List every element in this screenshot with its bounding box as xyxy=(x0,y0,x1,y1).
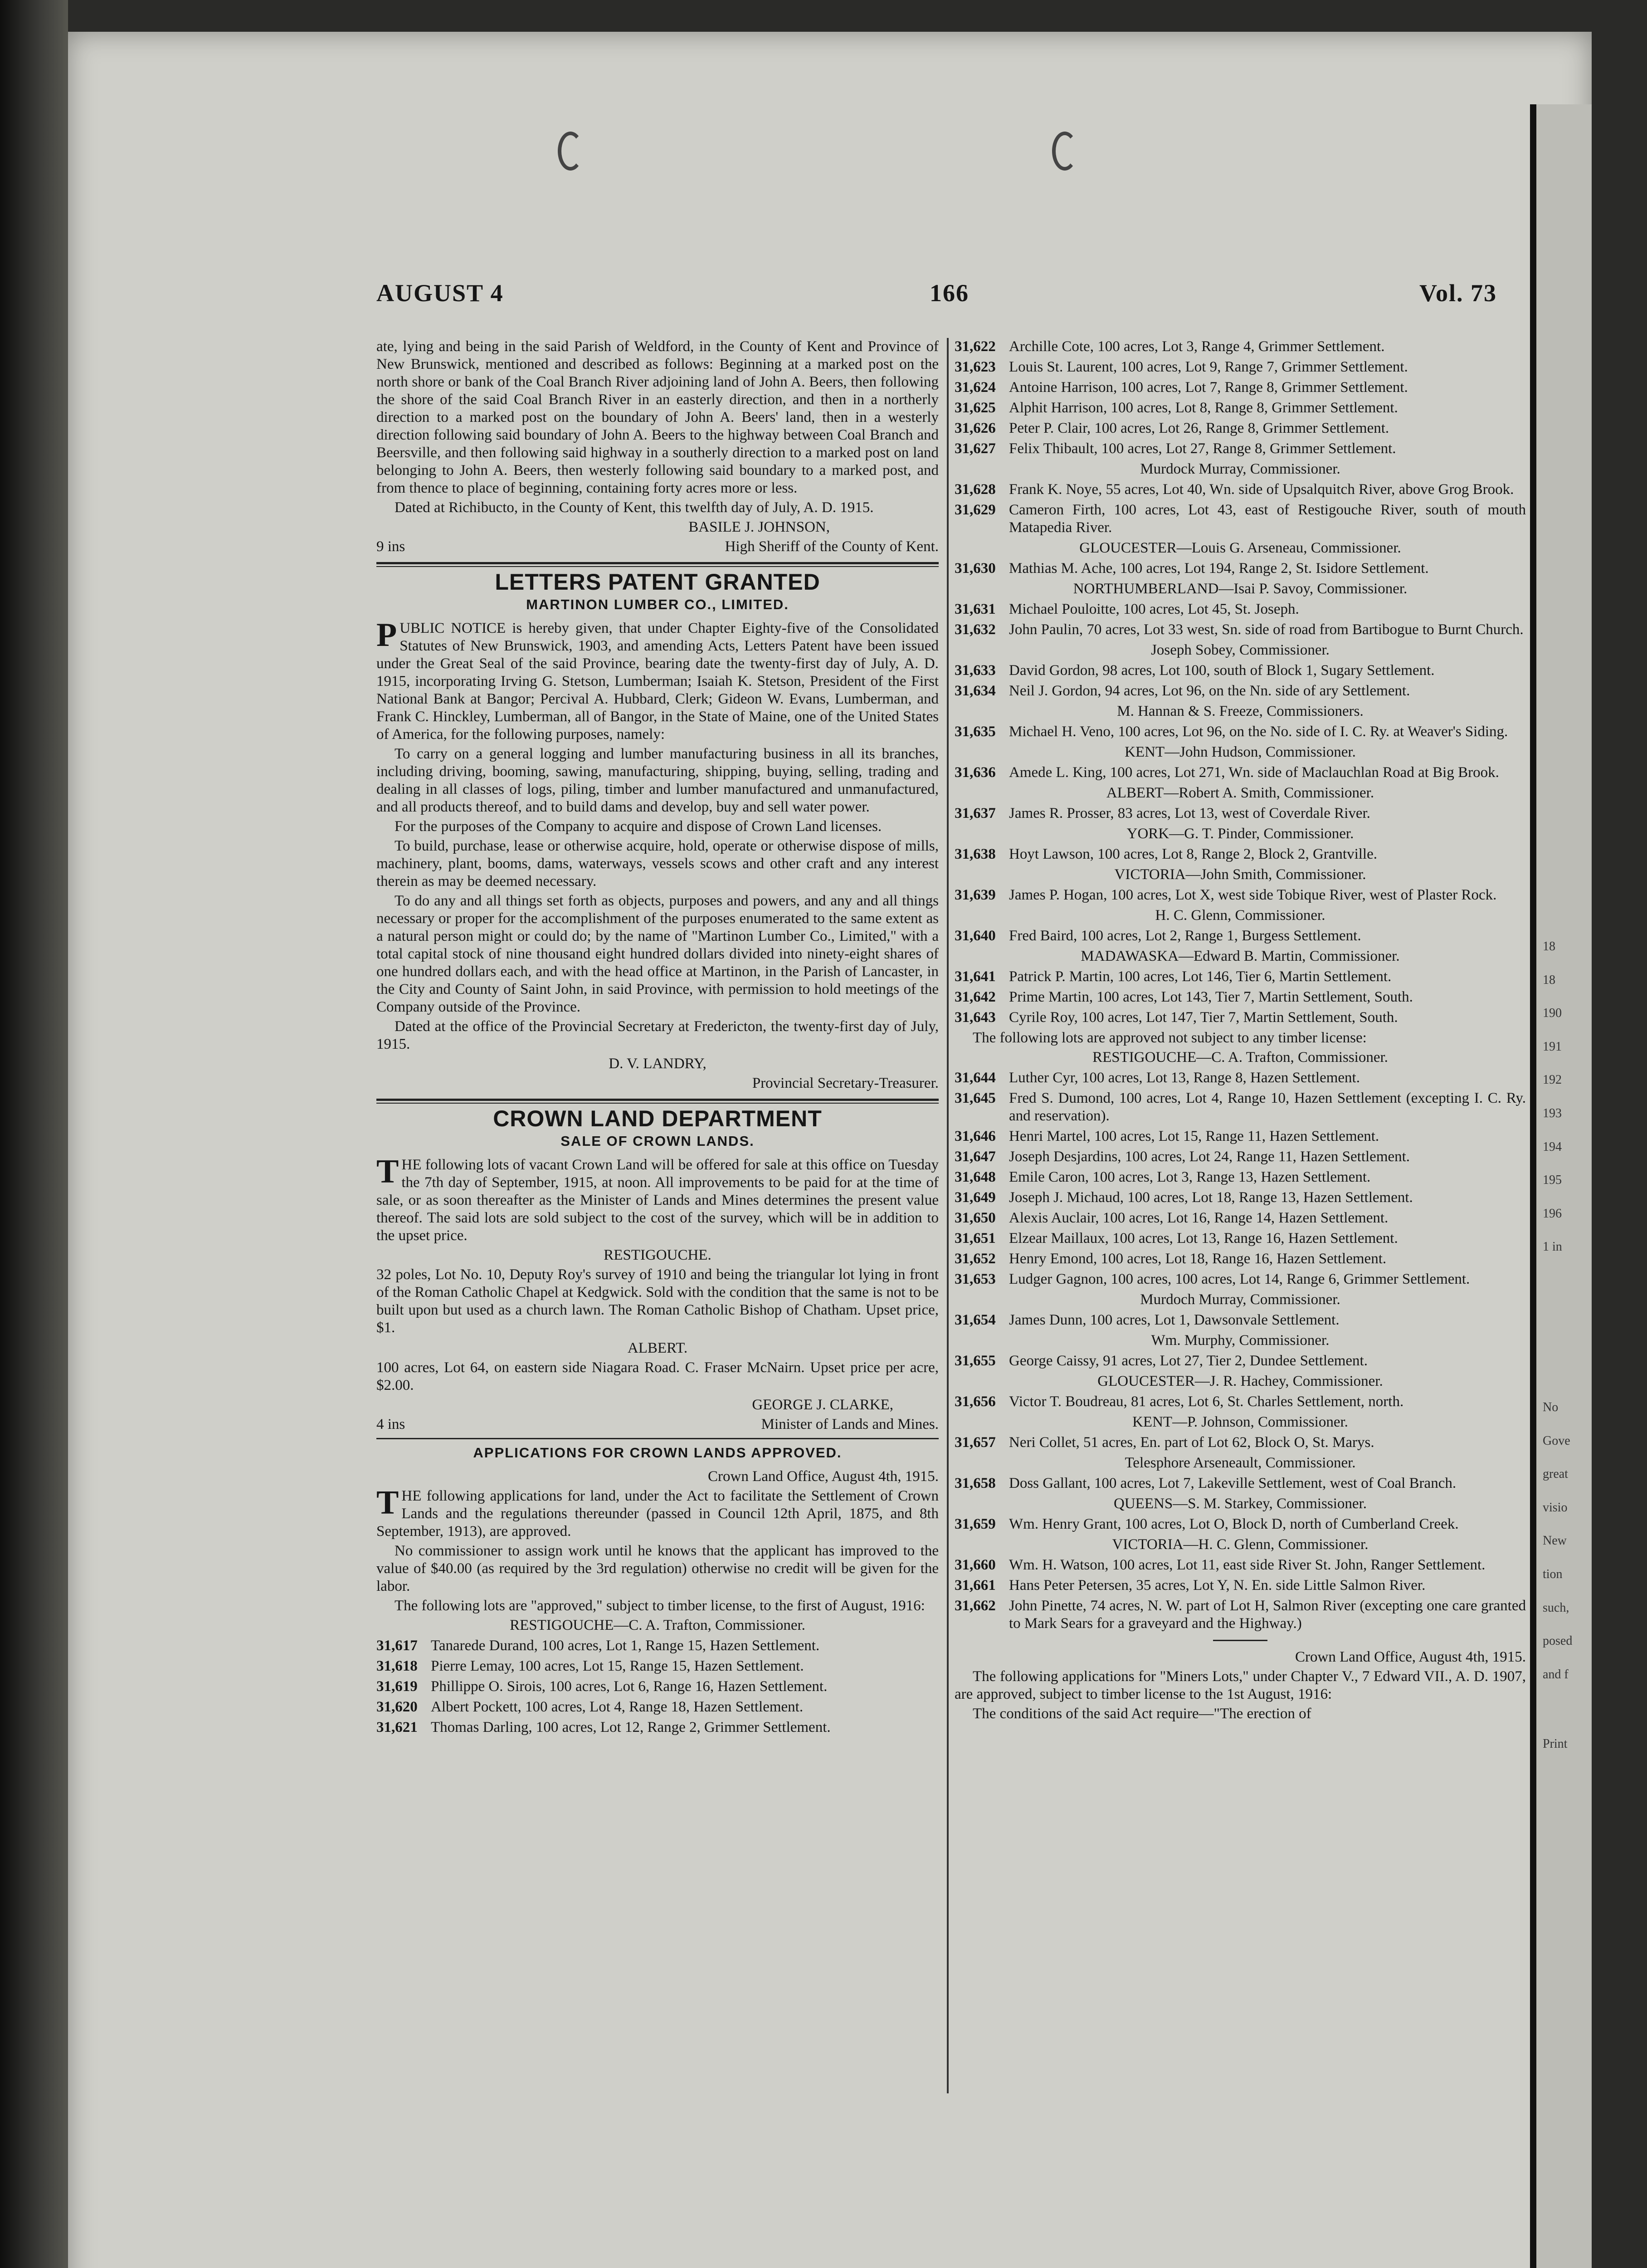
application-entry xyxy=(955,1148,1526,1166)
commissioner-line: RESTIGOUCHE—C. A. Trafton, Commissioner. xyxy=(1092,1049,1388,1066)
application-entry xyxy=(955,1250,1526,1268)
sheriff-notice-text: ate, lying and being in the said Parish of Weldford, in the County of Kent and Province of New Brunswick, mentioned and described as follows: Beginning at a marked post on the north shore or bank of the Coal Branch River adjoining land of John A. Beers, then following the shore of the said Coal Branch River in an easterly direction, and then in a northerly direction to a marked post on the boundary of John A. Beers' land, then in a westerly direction following said boundary of John A. Beers to the highway between Coal Branch and Beersville, and then following said highway in a southerly direction to a marked post on land belonging to John A. Beers, then westerly following said boundary to a marked post, and from thence to place of beginning, containing forty acres more or less. xyxy=(376,338,939,496)
application-text: Ludger Gagnon, 100 acres, 100 acres, Lot 14, Range 6, Grimmer Settlement. xyxy=(1009,1271,1470,1287)
letters-patent-heading: LETTERS PATENT GRANTED xyxy=(495,569,820,595)
applications-text: HE following applications for land, under the Act to facilitate the Settlement of Crown Lands and the regulations thereunder (passed in Council 12th April, 1875, and 8th September, 1913), are approved. xyxy=(376,1488,939,1540)
application-number: 31,656 xyxy=(955,1393,996,1410)
application-number: 31,657 xyxy=(955,1434,996,1451)
margin-fragment: great xyxy=(1543,1467,1568,1481)
column-rule xyxy=(947,338,949,2093)
application-text: Tanarede Durand, 100 acres, Lot 1, Range 15, Hazen Settlement. xyxy=(431,1637,820,1654)
patent-paragraph: To do any and all things set forth as objects, purposes and powers, and any and all things necessary or proper for the accomplishment of the purposes enumerated to the same extent as a natural person might or could do; by the name of "Martinon Lumber Co., Limited," with a total capital stock of nine thousand eight hundred dollars divided into ninety-eight shares of one hundred dollars each, and with the head office at Martinon, in the Parish of Lancaster, in the City and County of Saint John, in said Province, with permission to hold meetings of the Company outside of the Province. xyxy=(376,893,939,1015)
commissioner-line: KENT—John Hudson, Commissioner. xyxy=(1125,744,1356,760)
application-text: Victor T. Boudreau, 81 acres, Lot 6, St. Charles Settlement, north. xyxy=(1009,1393,1404,1410)
commissioner-line: ALBERT—Robert A. Smith, Commissioner. xyxy=(1106,785,1374,801)
commissioner-line: GLOUCESTER—J. R. Hachey, Commissioner. xyxy=(1097,1373,1383,1389)
application-entry xyxy=(955,1577,1526,1594)
patent-paragraph xyxy=(376,616,939,743)
commissioner-line: QUEENS—S. M. Starkey, Commissioner. xyxy=(1114,1496,1367,1512)
application-entry xyxy=(955,481,1526,499)
margin-fragment: 18 xyxy=(1543,939,1555,953)
application-text: Alexis Auclair, 100 acres, Lot 16, Range 14, Hazen Settlement. xyxy=(1009,1210,1389,1226)
application-number: 31,635 xyxy=(955,723,996,740)
sheriff-title: High Sheriff of the County of Kent. xyxy=(725,538,939,555)
application-text: Luther Cyr, 100 acres, Lot 13, Range 8, Hazen Settlement. xyxy=(1009,1070,1360,1086)
drop-cap: T xyxy=(376,1153,399,1190)
application-entry xyxy=(955,1090,1526,1125)
application-entry xyxy=(955,723,1526,741)
commissioner-line: Joseph Sobey, Commissioner. xyxy=(1151,642,1330,658)
application-number: 31,660 xyxy=(955,1557,996,1573)
application-entry xyxy=(376,1698,939,1716)
application-number: 31,638 xyxy=(955,846,996,862)
application-list xyxy=(955,338,1526,1633)
application-entry xyxy=(955,1009,1526,1026)
application-number: 31,617 xyxy=(376,1637,418,1654)
application-number: 31,649 xyxy=(955,1189,996,1206)
application-text: Mathias M. Ache, 100 acres, Lot 194, Range 2, St. Isidore Settlement. xyxy=(1009,560,1429,577)
application-text: Phillippe O. Sirois, 100 acres, Lot 6, Range 16, Hazen Settlement. xyxy=(431,1678,828,1695)
commissioner-line: M. Hannan & S. Freeze, Commissioners. xyxy=(1117,703,1364,719)
application-text: Thomas Darling, 100 acres, Lot 12, Range 2, Grimmer Settlement. xyxy=(431,1719,831,1735)
application-entry xyxy=(955,399,1526,417)
application-entry xyxy=(955,662,1526,679)
application-number: 31,629 xyxy=(955,502,996,518)
application-entry xyxy=(955,621,1526,639)
application-text: Wm. H. Watson, 100 acres, Lot 11, east side River St. John, Ranger Settlement. xyxy=(1009,1557,1486,1573)
lot-description: 100 acres, Lot 64, on eastern side Niagara Road. C. Fraser McNairn. Upset price per acre, $2.00. xyxy=(376,1359,939,1393)
margin-fragment: 196 xyxy=(1543,1206,1562,1221)
short-rule xyxy=(1213,1640,1267,1641)
margin-fragment: 194 xyxy=(1543,1139,1562,1154)
application-text: James P. Hogan, 100 acres, Lot X, west side Tobique River, west of Plaster Rock. xyxy=(1009,887,1497,903)
application-number: 31,621 xyxy=(376,1719,418,1735)
application-text: Cyrile Roy, 100 acres, Lot 147, Tier 7, Martin Settlement, South. xyxy=(1009,1009,1398,1026)
sheriff-signature-line xyxy=(376,538,939,556)
application-text: Felix Thibault, 100 acres, Lot 27, Range 8, Grimmer Settlement. xyxy=(1009,440,1396,457)
margin-fragment: 192 xyxy=(1543,1073,1562,1087)
application-text: Frank K. Noye, 55 acres, Lot 40, Wn. side of Upsalquitch River, above Grog Brook. xyxy=(1009,481,1514,498)
margin-fragment: 190 xyxy=(1543,1006,1562,1021)
book-binding xyxy=(0,0,68,2268)
application-text: Hans Peter Petersen, 35 acres, Lot Y, N. En. side Little Salmon River. xyxy=(1009,1577,1426,1593)
application-text: Fred S. Dumond, 100 acres, Lot 4, Range 10, Hazen Settlement (excepting I. C. Ry. and reservation). xyxy=(1009,1090,1526,1124)
binder-clip xyxy=(1052,132,1077,171)
application-text: Peter P. Clair, 100 acres, Lot 26, Range 8, Grimmer Settlement. xyxy=(1009,420,1389,436)
miners-paragraph: The conditions of the said Act require—"The erection of xyxy=(973,1706,1311,1722)
application-text: James Dunn, 100 acres, Lot 1, Dawsonvale Settlement. xyxy=(1009,1312,1340,1328)
application-number: 31,639 xyxy=(955,887,996,903)
application-text: George Caissy, 91 acres, Lot 27, Tier 2, Dundee Settlement. xyxy=(1009,1353,1368,1369)
application-text: Louis St. Laurent, 100 acres, Lot 9, Range 7, Grimmer Settlement. xyxy=(1009,359,1408,375)
application-text: Neil J. Gordon, 94 acres, Lot 96, on the Nn. side of ary Settlement. xyxy=(1009,683,1410,699)
application-entry xyxy=(955,1597,1526,1633)
application-number: 31,642 xyxy=(955,989,996,1005)
margin-fragment: tion xyxy=(1543,1567,1563,1581)
application-text: Amede L. King, 100 acres, Lot 271, Wn. side of Maclauchlan Road at Big Brook. xyxy=(1009,764,1499,781)
county-label: RESTIGOUCHE. xyxy=(604,1247,711,1263)
application-number: 31,647 xyxy=(955,1149,996,1165)
application-entry xyxy=(955,846,1526,863)
application-number: 31,659 xyxy=(955,1516,996,1532)
margin-fragment: No xyxy=(1543,1400,1559,1414)
page-number: 166 xyxy=(930,279,969,307)
county-label: ALBERT. xyxy=(627,1340,688,1356)
application-text: Joseph Desjardins, 100 acres, Lot 24, Range 11, Hazen Settlement. xyxy=(1009,1149,1410,1165)
application-text: Prime Martin, 100 acres, Lot 143, Tier 7, Martin Settlement, South. xyxy=(1009,989,1413,1005)
application-number: 31,633 xyxy=(955,662,996,679)
margin-fragment: 1 in xyxy=(1543,1240,1562,1254)
application-entry xyxy=(955,988,1526,1006)
application-text: Cameron Firth, 100 acres, Lot 43, east of Restigouche River, south of mouth Matapedia River. xyxy=(1009,502,1526,536)
application-entry xyxy=(955,1128,1526,1145)
header-date: AUGUST 4 xyxy=(376,279,504,307)
application-number: 31,627 xyxy=(955,440,996,457)
application-number: 31,650 xyxy=(955,1210,996,1226)
application-number: 31,651 xyxy=(955,1230,996,1246)
application-entry xyxy=(955,1515,1526,1533)
application-entry xyxy=(955,805,1526,822)
application-text: Patrick P. Martin, 100 acres, Lot 146, Tier 6, Martin Settlement. xyxy=(1009,968,1392,985)
application-entry xyxy=(955,501,1526,537)
patent-paragraph: For the purposes of the Company to acquire and dispose of Crown Land licenses. xyxy=(395,818,882,835)
volume-number: Vol. 73 xyxy=(1419,279,1497,307)
section-rule xyxy=(376,1099,939,1104)
application-entry xyxy=(955,420,1526,437)
application-number: 31,626 xyxy=(955,420,996,436)
application-number: 31,623 xyxy=(955,359,996,375)
application-text: Alphit Harrison, 100 acres, Lot 8, Range 8, Grimmer Settlement. xyxy=(1009,400,1398,416)
crown-land-subheading: SALE OF CROWN LANDS. xyxy=(560,1133,755,1149)
application-text: John Pinette, 74 acres, N. W. part of Lot H, Salmon River (excepting one care granted to Mark Sears for a graveyard and the Highway.) xyxy=(1009,1598,1526,1632)
application-text: Pierre Lemay, 100 acres, Lot 15, Range 15, Hazen Settlement. xyxy=(431,1658,804,1674)
applications-paragraph xyxy=(376,1484,939,1540)
application-number: 31,630 xyxy=(955,560,996,577)
application-number: 31,645 xyxy=(955,1090,996,1106)
application-text: Albert Pockett, 100 acres, Lot 4, Range 18, Hazen Settlement. xyxy=(431,1699,804,1715)
application-text: Doss Gallant, 100 acres, Lot 7, Lakeville Settlement, west of Coal Branch. xyxy=(1009,1475,1457,1491)
application-text: John Paulin, 70 acres, Lot 33 west, Sn. side of road from Bartibogue to Burnt Church. xyxy=(1009,621,1524,638)
application-entry xyxy=(955,1434,1526,1452)
application-entry xyxy=(955,764,1526,782)
application-entry xyxy=(955,1271,1526,1288)
application-number: 31,625 xyxy=(955,400,996,416)
application-text: Elzear Maillaux, 100 acres, Lot 13, Range 16, Hazen Settlement. xyxy=(1009,1230,1398,1246)
application-number: 31,641 xyxy=(955,968,996,985)
section-rule xyxy=(376,562,939,567)
application-number: 31,628 xyxy=(955,481,996,498)
application-entry xyxy=(955,1168,1526,1186)
commissioner-line: NORTHUMBERLAND—Isai P. Savoy, Commissioner. xyxy=(1073,581,1408,597)
application-text: David Gordon, 98 acres, Lot 100, south of Block 1, Sugary Settlement. xyxy=(1009,662,1435,679)
margin-fragment: visio xyxy=(1543,1500,1568,1515)
application-text: Archille Cote, 100 acres, Lot 3, Range 4, Grimmer Settlement. xyxy=(1009,338,1385,355)
application-text: Antoine Harrison, 100 acres, Lot 7, Range 8, Grimmer Settlement. xyxy=(1009,379,1408,396)
notice-paragraph: The following lots are approved not subject to any timber license: xyxy=(973,1030,1367,1046)
application-number: 31,652 xyxy=(955,1251,996,1267)
application-text: Emile Caron, 100 acres, Lot 3, Range 13, Hazen Settlement. xyxy=(1009,1169,1371,1185)
binder-clip xyxy=(558,132,583,171)
application-number: 31,622 xyxy=(955,338,996,355)
margin-fragment: posed xyxy=(1543,1634,1573,1648)
application-entry xyxy=(955,682,1526,700)
commissioner-line: MADAWASKA—Edward B. Martin, Commissioner. xyxy=(1081,948,1400,964)
application-number: 31,619 xyxy=(376,1678,418,1695)
application-list xyxy=(376,1637,939,1736)
commissioner-line: Murdock Murray, Commissioner. xyxy=(1140,461,1340,477)
application-number: 31,654 xyxy=(955,1312,996,1328)
insertion-count: 4 ins xyxy=(376,1416,405,1432)
application-entry xyxy=(955,440,1526,458)
application-number: 31,618 xyxy=(376,1658,418,1674)
margin-fragment: and f xyxy=(1543,1667,1569,1681)
patent-dated: Dated at the office of the Provincial Secretary at Fredericton, the twenty-first day of July, 1915. xyxy=(376,1018,939,1052)
application-entry xyxy=(955,560,1526,577)
application-entry xyxy=(955,338,1526,356)
commissioner-line: Telesphore Arseneault, Commissioner. xyxy=(1125,1455,1356,1471)
secretary-title: Provincial Secretary-Treasurer. xyxy=(752,1075,939,1091)
application-number: 31,636 xyxy=(955,764,996,781)
office-dateline: Crown Land Office, August 4th, 1915. xyxy=(1295,1649,1526,1665)
secretary-name: D. V. LANDRY, xyxy=(609,1056,707,1072)
application-number: 31,640 xyxy=(955,928,996,944)
application-text: Henry Emond, 100 acres, Lot 18, Range 16, Hazen Settlement. xyxy=(1009,1251,1387,1267)
letters-patent-subheading: MARTINON LUMBER CO., LIMITED. xyxy=(526,596,789,612)
lot-description: 32 poles, Lot No. 10, Deputy Roy's survey of 1910 and being the triangular lot lying in front of the Roman Catholic Chapel at Kedgwick. Sold with the condition that the same is not to be built upon but used as a church lawn. The Roman Catholic Bishop of Chatham. Upset price, $1. xyxy=(376,1266,939,1336)
right-column xyxy=(955,338,1526,1725)
application-entry xyxy=(955,886,1526,904)
running-header xyxy=(304,279,1519,311)
application-entry xyxy=(955,1069,1526,1087)
application-number: 31,661 xyxy=(955,1577,996,1593)
applications-paragraph: The following lots are "approved," subject to timber license, to the first of August, 1916: xyxy=(395,1598,925,1614)
patent-paragraph: To carry on a general logging and lumber manufacturing business in all its branches, including driving, booming, sawing, manufacturing, shipping, buying, selling, trading and dealing in all classes of logs, piling, timber and lumber manufactured and unmanufactured, and all products thereof, and to build dams and develop, buy and sell water power. xyxy=(376,746,939,815)
application-entry xyxy=(955,1556,1526,1574)
application-text: Michael Pouloitte, 100 acres, Lot 45, St. Joseph. xyxy=(1009,601,1299,617)
commissioner-line: VICTORIA—John Smith, Commissioner. xyxy=(1114,866,1366,883)
application-number: 31,653 xyxy=(955,1271,996,1287)
application-entry xyxy=(955,358,1526,376)
application-entry xyxy=(955,1311,1526,1329)
application-entry xyxy=(955,1393,1526,1411)
application-number: 31,634 xyxy=(955,683,996,699)
application-number: 31,632 xyxy=(955,621,996,638)
application-entry xyxy=(376,1637,939,1655)
sale-text: HE following lots of vacant Crown Land will be offered for sale at this office on Tuesday the 7th day of September, 1915, at noon. All improvements to be paid for at the time of sale, or as soon thereafter as the Minister of Lands and Mines determines the present value thereof. The said lots are sold subject to the cost of the survey, which will be in addition to the upset price. xyxy=(376,1157,939,1244)
margin-fragment: Gove xyxy=(1543,1433,1570,1448)
application-number: 31,620 xyxy=(376,1699,418,1715)
application-text: Neri Collet, 51 acres, En. part of Lot 62, Block O, St. Marys. xyxy=(1009,1434,1374,1451)
miners-paragraph: The following applications for "Miners Lots," under Chapter V., 7 Edward VII., A. D. 1907, are approved, subject to timber license to the 1st August, 1916: xyxy=(955,1668,1526,1702)
applications-heading: APPLICATIONS FOR CROWN LANDS APPROVED. xyxy=(473,1445,842,1461)
office-dateline: Crown Land Office, August 4th, 1915. xyxy=(707,1468,939,1485)
application-text: Michael H. Veno, 100 acres, Lot 96, on the No. side of I. C. Ry. at Weaver's Siding. xyxy=(1009,723,1508,740)
applications-paragraph: No commissioner to assign work until he knows that the applicant has improved to the value of $40.00 (as required by the 3rd regulation) otherwise no credit will be given for the labor. xyxy=(376,1543,939,1594)
application-entry xyxy=(955,1352,1526,1370)
application-entry xyxy=(955,1209,1526,1227)
commissioner-line: KENT—P. Johnson, Commissioner. xyxy=(1132,1414,1348,1430)
margin-fragment: 195 xyxy=(1543,1173,1562,1188)
application-number: 31,631 xyxy=(955,601,996,617)
application-text: Henri Martel, 100 acres, Lot 15, Range 11, Hazen Settlement. xyxy=(1009,1128,1379,1144)
commissioner-line: H. C. Glenn, Commissioner. xyxy=(1155,907,1325,924)
commissioner-line: YORK—G. T. Pinder, Commissioner. xyxy=(1126,826,1354,842)
application-entry xyxy=(955,927,1526,945)
margin-fragment: 193 xyxy=(1543,1106,1562,1120)
application-text: Wm. Henry Grant, 100 acres, Lot O, Block D, north of Cumberland Creek. xyxy=(1009,1516,1459,1532)
application-text: James R. Prosser, 83 acres, Lot 13, west of Coverdale River. xyxy=(1009,805,1370,821)
margin-fragment: 191 xyxy=(1543,1039,1562,1054)
application-entry xyxy=(955,601,1526,618)
application-entry xyxy=(376,1678,939,1696)
margin-fragment: New xyxy=(1543,1534,1567,1548)
application-number: 31,624 xyxy=(955,379,996,396)
application-entry xyxy=(376,1719,939,1736)
application-entry xyxy=(955,1230,1526,1247)
application-number: 31,662 xyxy=(955,1598,996,1614)
commissioner-line: Murdoch Murray, Commissioner. xyxy=(1140,1291,1340,1308)
application-text: Hoyt Lawson, 100 acres, Lot 8, Range 2, Block 2, Grantville. xyxy=(1009,846,1377,862)
application-entry xyxy=(955,1475,1526,1492)
application-number: 31,637 xyxy=(955,805,996,821)
application-text: Fred Baird, 100 acres, Lot 2, Range 1, Burgess Settlement. xyxy=(1009,928,1361,944)
section-rule xyxy=(376,1438,939,1439)
application-entry xyxy=(955,1189,1526,1207)
commissioner-line: VICTORIA—H. C. Glenn, Commissioner. xyxy=(1112,1536,1369,1553)
drop-cap: P xyxy=(376,616,397,654)
insertion-count: 9 ins xyxy=(376,538,405,555)
application-number: 31,643 xyxy=(955,1009,996,1026)
application-number: 31,644 xyxy=(955,1070,996,1086)
application-entry xyxy=(955,968,1526,986)
commissioner-line: RESTIGOUCHE—C. A. Trafton, Commissioner. xyxy=(510,1617,805,1633)
application-entry xyxy=(955,379,1526,396)
next-page-edge xyxy=(1530,104,1592,2268)
left-column xyxy=(376,338,939,1739)
application-number: 31,648 xyxy=(955,1169,996,1185)
application-number: 31,658 xyxy=(955,1475,996,1491)
application-entry xyxy=(376,1657,939,1675)
sale-paragraph xyxy=(376,1153,939,1245)
margin-fragment: 18 xyxy=(1543,973,1555,987)
margin-fragment: such, xyxy=(1543,1600,1569,1615)
margin-fragment: Print xyxy=(1543,1737,1568,1751)
sheriff-name: BASILE J. JOHNSON, xyxy=(688,519,830,535)
commissioner-line: GLOUCESTER—Louis G. Arseneau, Commissioner. xyxy=(1079,540,1401,556)
crown-land-heading: CROWN LAND DEPARTMENT xyxy=(493,1106,822,1131)
minister-signature-line xyxy=(376,1416,939,1433)
minister-title: Minister of Lands and Mines. xyxy=(761,1416,939,1432)
patent-paragraph: To build, purchase, lease or otherwise acquire, hold, operate or otherwise dispose of mills, machinery, plant, booms, dams, waterways, vessels scows and other craft and any interest therein as may be deemed necessary. xyxy=(376,838,939,890)
drop-cap: T xyxy=(376,1484,399,1521)
commissioner-line: Wm. Murphy, Commissioner. xyxy=(1151,1332,1330,1349)
minister-name: GEORGE J. CLARKE, xyxy=(752,1397,893,1413)
application-number: 31,646 xyxy=(955,1128,996,1144)
application-number: 31,655 xyxy=(955,1353,996,1369)
sheriff-notice-dated: Dated at Richibucto, in the County of Kent, this twelfth day of July, A. D. 1915. xyxy=(395,499,874,516)
application-text: Joseph J. Michaud, 100 acres, Lot 18, Range 13, Hazen Settlement. xyxy=(1009,1189,1413,1206)
patent-text: UBLIC NOTICE is hereby given, that under Chapter Eighty-five of the Consolidated Statutes of New Brunswick, 1903, and amending Acts, Letters Patent have been issued under the Great Seal of the said Province, bearing date the twenty-first day of July, A. D. 1915, incorporating Irving G. Stetson, Lumberman; Isaiah K. Stetson, President of the First National Bank at Bangor; Percival A. Hubbard, Clerk; Gideon W. Evans, Lumberman, and Frank C. Hinckley, Lumberman, all of Bangor, in the State of Maine, one of the United States of America, for the following purposes, namely: xyxy=(376,620,939,743)
